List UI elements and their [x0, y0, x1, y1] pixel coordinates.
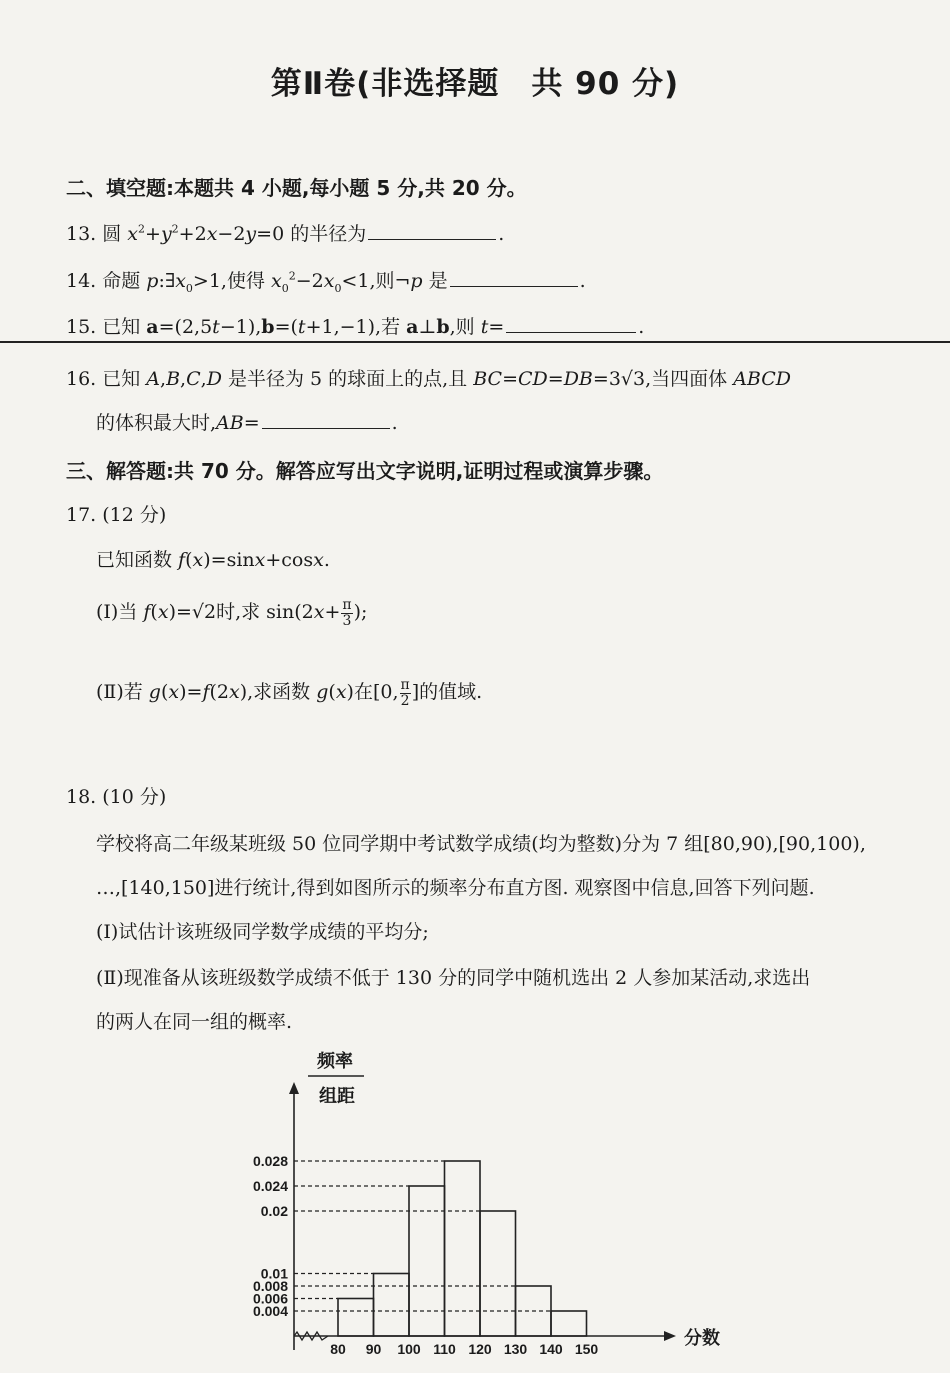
- section-2-heading: 二、填空题:本题共 4 小题,每小题 5 分,共 20 分。: [66, 176, 527, 200]
- x-tick-label: 150: [574, 1341, 599, 1357]
- x-axis-label: 分数: [684, 1328, 720, 1348]
- y-axis-label-denominator: 组距: [319, 1086, 355, 1106]
- question-17-stem: 已知函数 f(x)=sinx+cosx.: [96, 549, 330, 571]
- answer-blank-15[interactable]: [506, 314, 636, 333]
- question-16: 16. 已知 A,B,C,D 是半径为 5 的球面上的点,且 BC=CD=DB=3√3,当四面体 ABCD: [66, 368, 792, 390]
- question-14: 14. 命题 $p:\exists x_0>1$,使得 $x_0^2-2x_0<1$,则¬p 是 .: [66, 269, 586, 295]
- question-18-line-2: …,[140,150]进行统计,得到如图所示的频率分布直方图. 观察图中信息,回答下列问题.: [96, 877, 815, 899]
- question-16-line2: 的体积最大时,AB= .: [96, 412, 398, 434]
- question-18-line-4: (Ⅱ)现准备从该班级数学成绩不低于 130 分的同学中随机选出 2 人参加某活动,求选出: [96, 967, 811, 989]
- question-15: 15. 已知 a=(2,5t−1),b=(t+1,−1),若 a⊥b,则 t= .: [66, 316, 645, 338]
- x-tick-label: 80: [330, 1341, 346, 1357]
- y-tick-label: 0.02: [260, 1203, 288, 1219]
- histogram-bar: [551, 1311, 587, 1336]
- y-tick-label: 0.024: [252, 1178, 288, 1194]
- question-17-part-1: (Ⅰ)当 f(x)=√2时,求 sin(2x+ $\frac{\pi}{3}$ );: [96, 596, 368, 629]
- histogram-bar: [409, 1186, 445, 1336]
- x-tick-label: 90: [365, 1341, 382, 1357]
- y-tick-label: 0.028: [252, 1153, 288, 1169]
- frequency-histogram: [0, 1000, 950, 1373]
- x-tick-label: 140: [539, 1341, 563, 1357]
- answer-blank-13[interactable]: [368, 221, 496, 240]
- answer-blank-14[interactable]: [450, 268, 578, 287]
- question-18-line-5: 的两人在同一组的概率.: [96, 1011, 293, 1033]
- question-18-line-1: 学校将高二年级某班级 50 位同学期中考试数学成绩(均为整数)分为 7 组[80,90),[90,100),: [96, 833, 866, 855]
- question-18-line-3: (Ⅰ)试估计该班级同学数学成绩的平均分;: [96, 921, 429, 943]
- section-3-heading: 三、解答题:共 70 分。解答应写出文字说明,证明过程或演算步骤。: [66, 459, 664, 483]
- y-axis-arrow: [289, 1082, 299, 1094]
- x-tick-label: 120: [468, 1341, 492, 1357]
- histogram-bar: [338, 1299, 374, 1337]
- histogram-bar: [480, 1211, 516, 1336]
- x-tick-label: 110: [433, 1341, 456, 1357]
- histogram-bar: [445, 1161, 481, 1336]
- question-13: 13. 圆 $x^2+y^2+2x-2y=0$ 的半径为 .: [66, 222, 505, 245]
- question-17-part-2: (Ⅱ)若 g(x)=f(2x),求函数 g(x)在[0, $\frac{\pi}{2}$ ]的值域.: [96, 676, 483, 709]
- x-tick-label: 100: [397, 1341, 421, 1357]
- y-tick-label: 0.004: [252, 1303, 288, 1319]
- question-17-label: 17. (12 分): [66, 504, 167, 526]
- answer-blank-16[interactable]: [262, 410, 390, 429]
- y-tick-label: 0.01: [260, 1265, 288, 1282]
- horizontal-rule: [0, 341, 950, 343]
- question-18-label: 18. (10 分): [66, 786, 167, 808]
- page-title: 第Ⅱ卷(非选择题 共 90 分): [270, 66, 680, 102]
- y-axis-label-numerator: 频率: [317, 1051, 353, 1071]
- y-tick-label: 0.008: [252, 1278, 288, 1294]
- x-tick-label: 130: [503, 1341, 528, 1357]
- x-axis-arrow: [664, 1331, 676, 1341]
- histogram-bar: [374, 1274, 410, 1337]
- y-tick-label: 0.006: [252, 1290, 288, 1307]
